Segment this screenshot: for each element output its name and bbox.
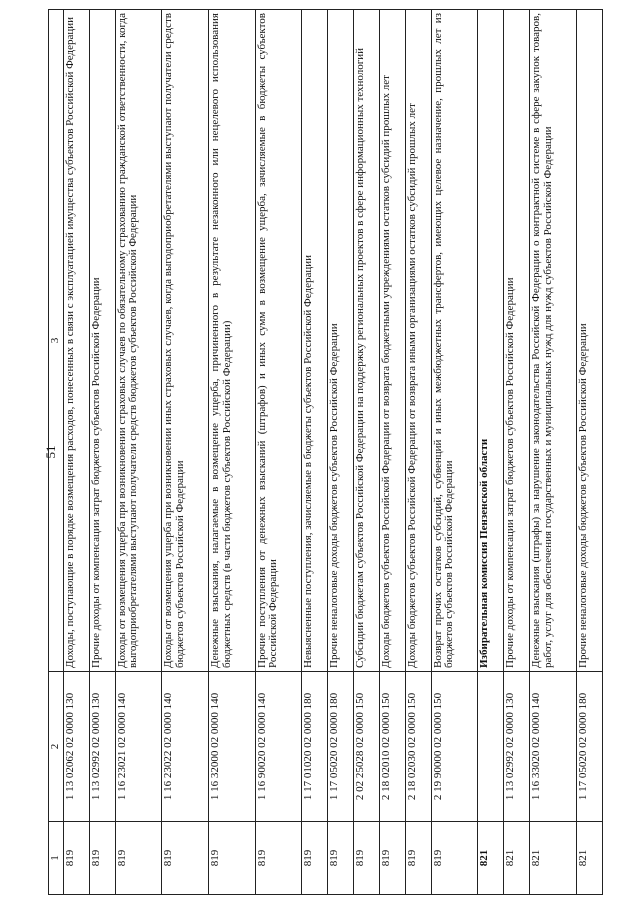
revenue-code-cell: 2 02 25028 02 0000 150 bbox=[354, 672, 380, 822]
table-row bbox=[405, 10, 431, 895]
admin-code-cell: 819 bbox=[405, 822, 431, 895]
admin-code-cell: 819 bbox=[354, 822, 380, 895]
admin-code-cell: 819 bbox=[255, 822, 302, 895]
table-row bbox=[379, 10, 405, 895]
revenue-code-cell: 2 18 02030 02 0000 150 bbox=[405, 672, 431, 822]
table-row bbox=[478, 10, 504, 895]
admin-code-cell: 819 bbox=[431, 822, 478, 895]
revenue-code-cell: 2 18 02010 02 0000 150 bbox=[379, 672, 405, 822]
revenue-code-cell: 1 16 33020 02 0000 140 bbox=[530, 672, 577, 822]
revenue-code-cell: 1 16 32000 02 0000 140 bbox=[209, 672, 256, 822]
page-number: 51 bbox=[43, 445, 58, 459]
rotated-page-body bbox=[48, 10, 603, 895]
revenue-name-cell: Субсидии бюджетам субъектов Российской Федерации на поддержку региональных проектов в сфере информационных технологий bbox=[354, 10, 380, 672]
revenue-name-cell: Доходы бюджетов субъектов Российской Федерации от возврата бюджетными учреждениями остатков субсидий прошлых лет bbox=[379, 10, 405, 672]
administrator-name-cell: Избирательная комиссия Пензенской области bbox=[478, 10, 504, 672]
revenue-name-cell: Доходы от возмещения ущерба при возникновении иных страховых случаев, когда выгодоприобретателями выступают получатели средств бюджетов субъектов Российской Федерации bbox=[162, 10, 209, 672]
table-row bbox=[354, 10, 380, 895]
table-row bbox=[302, 10, 328, 895]
table-row bbox=[504, 10, 530, 895]
admin-code-cell: 819 bbox=[64, 822, 90, 895]
header-col-1: 1 bbox=[49, 822, 64, 895]
revenue-code-cell: 1 17 01020 02 0000 180 bbox=[302, 672, 328, 822]
revenue-name-cell: Доходы от возмещения ущерба при возникновении страховых случаев по обязательному страхованию гражданской ответственности, когда выгодоприобретателями выступают получатели средств бюджетов субъектов Российской Федерации bbox=[115, 10, 162, 672]
admin-code-cell: 819 bbox=[379, 822, 405, 895]
admin-code-cell: 819 bbox=[89, 822, 115, 895]
admin-code-cell: 819 bbox=[209, 822, 256, 895]
revenue-name-cell: Денежные взыскания, налагаемые в возмещение ущерба, причиненного в результате незаконного или нецелевого использования бюджетных средств (в части бюджетов субъектов Российской Федерации) bbox=[209, 10, 256, 672]
revenue-name-cell: Денежные взыскания (штрафы) за нарушение законодательства Российской Федерации о контрактной системе в сфере закупок товаров, работ, услуг для обеспечения государственных и муниципальных нужд для нужд субъектов Российской Федерации bbox=[530, 10, 577, 672]
admin-code-cell: 821 bbox=[478, 822, 504, 895]
header-col-2: 2 bbox=[49, 672, 64, 822]
revenue-name-cell: Невыясненные поступления, зачисляемые в бюджеты субъектов Российской Федерации bbox=[302, 10, 328, 672]
admin-code-cell: 819 bbox=[115, 822, 162, 895]
revenue-code-cell: 1 13 02062 02 0000 130 bbox=[64, 672, 90, 822]
table-row bbox=[576, 10, 602, 895]
revenue-code-cell: 1 17 05020 02 0000 180 bbox=[328, 672, 354, 822]
admin-code-cell: 821 bbox=[504, 822, 530, 895]
admin-code-cell: 821 bbox=[530, 822, 577, 895]
revenue-name-cell: Прочие неналоговые доходы бюджетов субъектов Российской Федерации bbox=[328, 10, 354, 672]
revenue-name-cell: Доходы, поступающие в порядке возмещения расходов, понесенных в связи с эксплуатацией имущества субъектов Российской Федерации bbox=[64, 10, 90, 672]
revenue-name-cell: Возврат прочих остатков субсидий, субвенций и иных межбюджетных трансфертов, имеющих целевое назначение, прошлых лет из бюджетов субъектов Российской Федерации bbox=[431, 10, 478, 672]
revenue-name-cell: Прочие доходы от компенсации затрат бюджетов субъектов Российской Федерации bbox=[89, 10, 115, 672]
revenue-name-cell: Доходы бюджетов субъектов Российской Федерации от возврата иными организациями остатков субсидий прошлых лет bbox=[405, 10, 431, 672]
table-row bbox=[162, 10, 209, 895]
table-row bbox=[209, 10, 256, 895]
table-row bbox=[115, 10, 162, 895]
admin-code-cell: 819 bbox=[162, 822, 209, 895]
admin-code-cell: 819 bbox=[328, 822, 354, 895]
header-col-3: 3 bbox=[49, 10, 64, 672]
table-header-row bbox=[49, 10, 64, 895]
revenue-code-cell: 1 13 02992 02 0000 130 bbox=[89, 672, 115, 822]
table-row bbox=[64, 10, 90, 895]
revenue-code-cell: 1 16 23021 02 0000 140 bbox=[115, 672, 162, 822]
revenue-code-cell: 1 16 23022 02 0000 140 bbox=[162, 672, 209, 822]
table-row bbox=[89, 10, 115, 895]
revenue-name-cell: Прочие неналоговые доходы бюджетов субъектов Российской Федерации bbox=[576, 10, 602, 672]
table-row bbox=[431, 10, 478, 895]
revenue-code-cell: 2 19 90000 02 0000 150 bbox=[431, 672, 478, 822]
revenue-code-cell: 1 17 05020 02 0000 180 bbox=[576, 672, 602, 822]
admin-code-cell: 819 bbox=[302, 822, 328, 895]
admin-code-cell: 821 bbox=[576, 822, 602, 895]
revenue-name-cell: Прочие доходы от компенсации затрат бюджетов субъектов Российской Федерации bbox=[504, 10, 530, 672]
revenue-code-cell: 1 16 90020 02 0000 140 bbox=[255, 672, 302, 822]
revenue-code-cell: 1 13 02992 02 0000 130 bbox=[504, 672, 530, 822]
revenue-codes-table bbox=[48, 9, 603, 895]
table-row bbox=[255, 10, 302, 895]
table-body bbox=[64, 10, 603, 895]
revenue-name-cell: Прочие поступления от денежных взысканий (штрафов) и иных сумм в возмещение ущерба, зачисляемые в бюджеты субъектов Российской Федерации bbox=[255, 10, 302, 672]
table-row bbox=[530, 10, 577, 895]
table-row bbox=[328, 10, 354, 895]
revenue-code-cell bbox=[478, 672, 504, 822]
